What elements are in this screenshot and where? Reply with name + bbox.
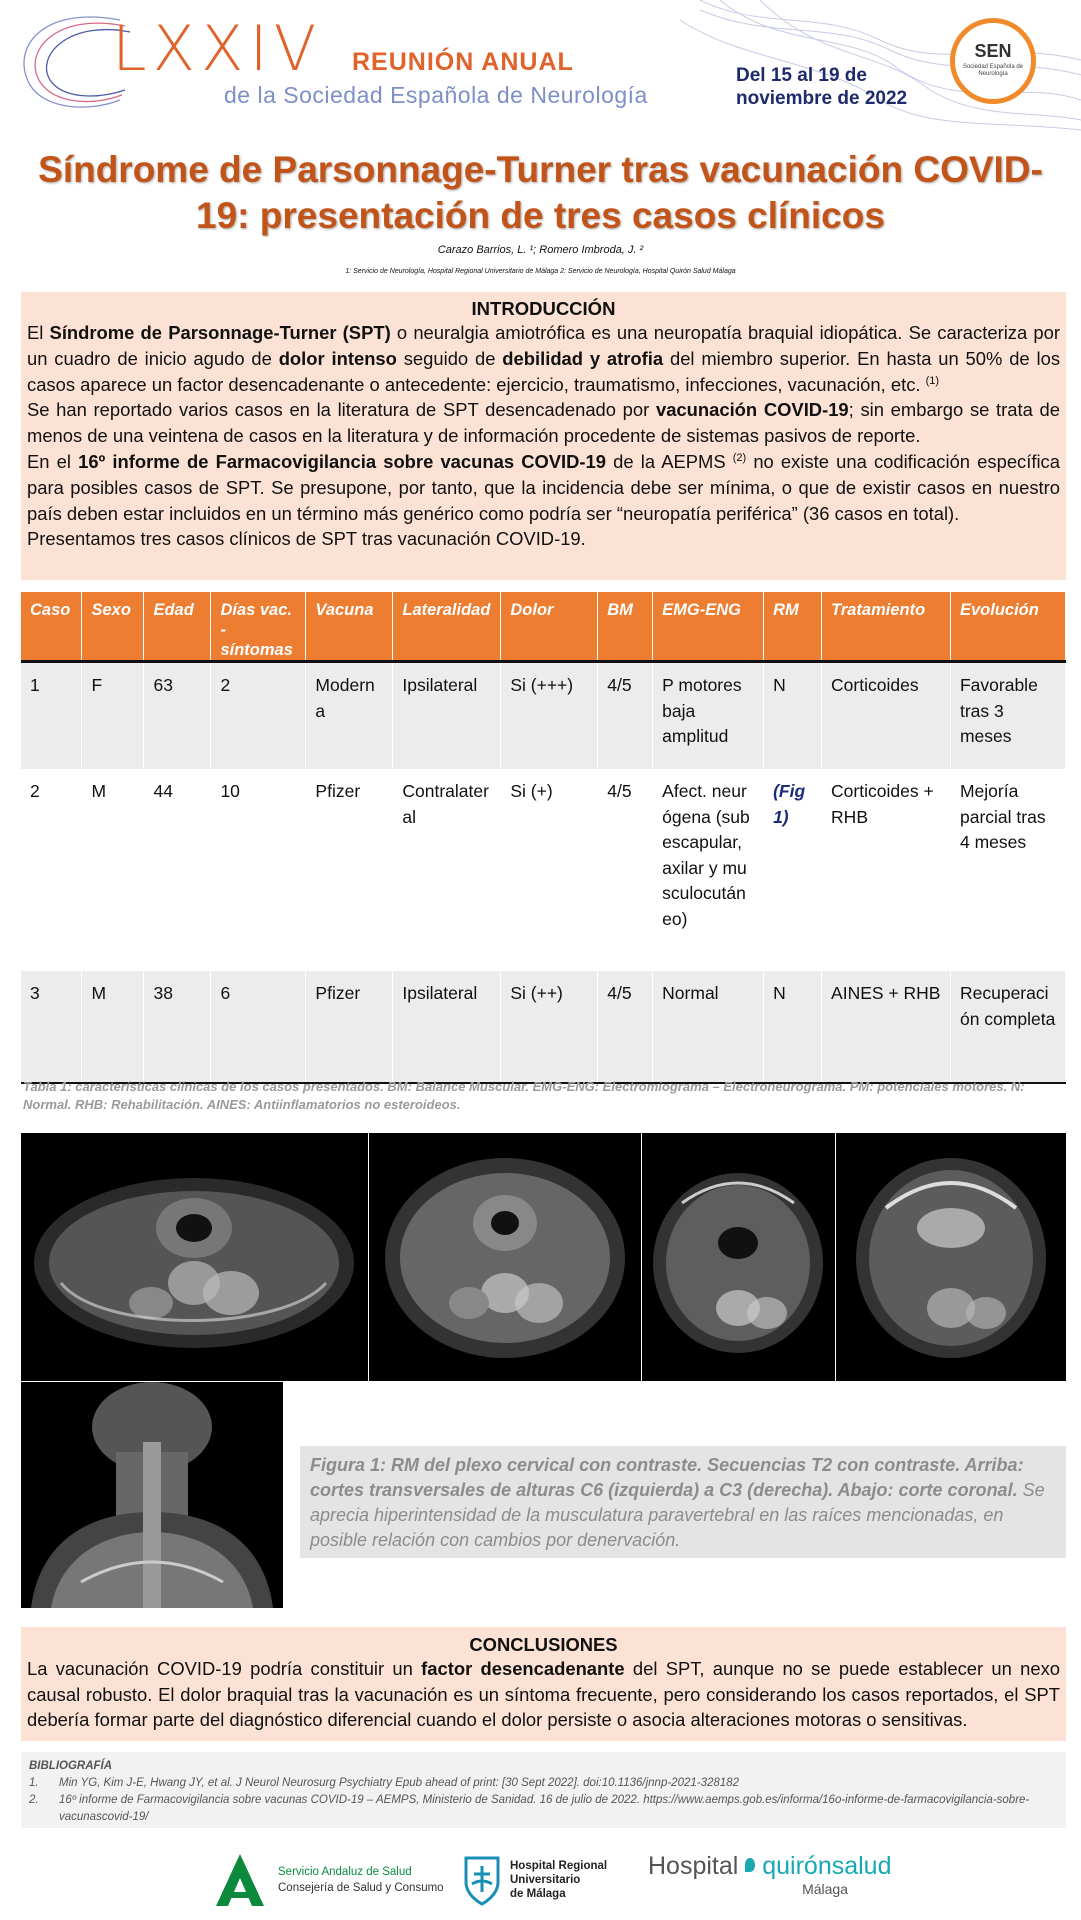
meeting-numeral: LXXIV	[112, 12, 323, 85]
bold-term: vacunación COVID-19	[655, 399, 849, 421]
sen-logo	[950, 18, 1036, 104]
table-cell: AINES + RHB	[822, 971, 951, 1083]
dates-line-2: noviembre de 2022	[736, 88, 908, 109]
column-header: Días vac. -síntomas	[211, 592, 306, 662]
table-row	[21, 971, 1066, 1083]
conclusions-panel	[21, 1627, 1066, 1741]
figure-caption-text: Se aprecia hiperintensidad de la musculatura paravertebral en las raíces mencionadas, en posible relación con cambios por denervación.	[310, 1480, 1045, 1550]
table-cell: 4/5	[598, 662, 653, 770]
table-cell: Normal	[653, 971, 764, 1083]
table-cell: Ipsilateral	[393, 662, 501, 770]
qs-hospital: Hospital	[648, 1852, 739, 1880]
table-cell: M	[82, 971, 144, 1083]
mri-axial-c3-image	[836, 1133, 1066, 1381]
text: ; sin embargo se trata de menos de una veintena de casos en la literatura y de información procedente de sistemas pasivos de reporte.	[27, 399, 1060, 447]
dates-line-1: Del 15 al 19 de	[736, 65, 867, 86]
sen-logo-subtitle: Sociedad Española de Neurología	[962, 64, 1024, 77]
qs-brand: quirónsalud	[762, 1852, 892, 1880]
bold-term: Síndrome de Parsonnage-Turner (SPT)	[49, 322, 391, 343]
table-cell: Si (+++)	[501, 662, 598, 770]
meeting-dates	[736, 64, 907, 110]
bibliography-item	[29, 1775, 1058, 1792]
bibliography-number: 2.	[29, 1794, 39, 1806]
quironsalud-logo	[648, 1852, 908, 1897]
poster-title	[20, 147, 1061, 239]
bold-term: factor desencadenante	[421, 1658, 625, 1679]
figure-reference-link[interactable]: (Fig 1)	[764, 769, 822, 971]
column-header: Sexo	[82, 592, 144, 662]
society-name: de la Sociedad Española de Neurología	[224, 82, 648, 108]
bibliography-text: 16º informe de Farmacovigilancia sobre vacunas COVID-19 – AEMPS, Ministerio de Sanidad. 16 de julio de 2022. https://www.aemps.gob.es/informa/16o-informe-de-farmacovigilancia-sobre-vacunascovid-19/	[59, 1794, 1030, 1823]
table-cell: Afect. neurógena (subescapular, axilar y musculocutáneo)	[653, 769, 764, 971]
conclusions-text	[27, 1656, 1060, 1733]
title-line-1: Síndrome de Parsonnage-Turner tras vacunación COVID-	[38, 149, 1043, 190]
table-cell: 2	[211, 662, 306, 770]
intro-paragraph-4: Presentamos tres casos clínicos de SPT tras vacunación COVID-19.	[27, 528, 586, 550]
table-cell: 4/5	[598, 971, 653, 1083]
introduction-heading: INTRODUCCIÓN	[471, 298, 616, 319]
sas-logo	[212, 1852, 444, 1908]
table-cell: M	[82, 769, 144, 971]
bibliography-panel	[21, 1752, 1066, 1828]
bold-term: dolor intenso	[278, 347, 397, 369]
sas-emblem-icon	[212, 1852, 268, 1908]
introduction-panel	[21, 292, 1066, 580]
table-cell: N	[764, 971, 822, 1083]
intro-paragraph-1	[27, 320, 1060, 397]
column-header: EMG-ENG	[653, 592, 764, 662]
table-cell: Pfizer	[306, 971, 393, 1083]
hru-line-1: Hospital Regional	[510, 1860, 608, 1872]
bibliography-heading: BIBLIOGRAFÍA	[29, 1760, 113, 1772]
table-cell: Mejoría parcial tras 4 meses	[950, 769, 1065, 971]
intro-paragraph-2	[27, 397, 1060, 449]
column-header: Lateralidad	[393, 592, 501, 662]
table-row	[21, 769, 1066, 971]
bibliography-number: 1.	[29, 1777, 39, 1789]
column-header: Edad	[144, 592, 211, 662]
hru-shield-icon	[462, 1852, 502, 1908]
table-header-row	[21, 592, 1066, 662]
title-line-2: 19: presentación de tres casos clínicos	[196, 195, 885, 236]
meeting-label: REUNIÓN ANUAL	[352, 48, 574, 76]
bold-term: debilidad y atrofia	[502, 347, 664, 369]
table-cell: Corticoides + RHB	[822, 769, 951, 971]
qs-city: Málaga	[802, 1881, 848, 1897]
table-cell: 38	[144, 971, 211, 1083]
text: seguido de	[396, 347, 503, 369]
column-header: Dolor	[501, 592, 598, 662]
table-cell: N	[764, 662, 822, 770]
hru-logo	[462, 1852, 607, 1908]
text: La vacunación COVID-19 podría constituir un	[27, 1658, 422, 1679]
table-cell: 44	[144, 769, 211, 971]
column-header: Caso	[21, 592, 82, 662]
table-cell: 3	[21, 971, 82, 1083]
table-cell: 2	[21, 769, 82, 971]
sen-logo-name: SEN	[974, 41, 1012, 61]
column-header: Vacuna	[306, 592, 393, 662]
reference-marker: (2)	[732, 451, 747, 464]
text: Se han reportado varios casos en la literatura de SPT desencadenado por	[27, 399, 656, 421]
table-caption: Tabla 1: características clínicas de los casos presentados. BM: Balance Muscular. EMG-ENG: Electromiograma – Electroneurograma. PM: potenciales motores. N: Normal. RHB: Rehabilitación. AINES: Antiinflamatorios no esteroideos.	[23, 1079, 1025, 1112]
column-header: Tratamiento	[822, 592, 951, 662]
qs-drop-icon	[745, 1858, 755, 1872]
sas-department: Consejería de Salud y Consumo	[278, 1882, 444, 1894]
figure-caption-title: Figura 1: RM del plexo cervical con contraste. Secuencias T2 con contraste. Arriba: cortes transversales de alturas C6 (izquierda) a C3 (derecha). Abajo: corte coronal.	[310, 1455, 1024, 1500]
bibliography-item	[29, 1792, 1058, 1826]
hru-line-3: de Málaga	[510, 1888, 566, 1900]
figure-caption	[300, 1446, 1066, 1558]
table-cell: 4/5	[598, 769, 653, 971]
table-cell: Favorable tras 3 meses	[950, 662, 1065, 770]
hru-line-2: Universitario	[510, 1874, 581, 1886]
table-cell: 63	[144, 662, 211, 770]
table-cell: 10	[211, 769, 306, 971]
table-cell: F	[82, 662, 144, 770]
table-cell: Corticoides	[822, 662, 951, 770]
table-cell: 1	[21, 662, 82, 770]
text: del SPT, aunque no se puede establecer un nexo causal robusto. El dolor braquial tras la vacunación es un síntoma frecuente, pero considerando los casos reportados, el SPT debería formar parte del diagnóstico diferencial cuando el dolor persiste o asocia alteraciones motoras o sensitivas.	[27, 1658, 1061, 1730]
text: En el	[27, 450, 79, 472]
table-cell: 6	[211, 971, 306, 1083]
table-cell: Pfizer	[306, 769, 393, 971]
column-header: BM	[598, 592, 653, 662]
intro-paragraph-3	[27, 449, 1060, 526]
table-cell: Recuperación completa	[950, 971, 1065, 1083]
sas-name: Servicio Andaluz de Salud	[278, 1866, 412, 1878]
conclusions-heading: CONCLUSIONES	[469, 1634, 618, 1655]
column-header: RM	[764, 592, 822, 662]
bold-term: 16º informe de Farmacovigilancia sobre vacunas COVID-19	[78, 450, 607, 472]
reference-marker: (1)	[925, 374, 940, 387]
text: del miembro superior. En hasta un 50% de los casos aparece un factor desencadenante o antecedente: ejercicio, traumatismo, infecciones, vacunación, etc.	[27, 347, 1061, 395]
bibliography-text: Min YG, Kim J-E, Hwang JY, et al. J Neurol Neurosurg Psychiatry Epub ahead of print: [30 Sept 2022]. doi:10.1136/jnnp-2021-328182	[59, 1777, 739, 1789]
mri-axial-c5-image	[369, 1133, 641, 1381]
table-cell: Si (+)	[501, 769, 598, 971]
mri-axial-c6-image	[21, 1133, 368, 1381]
poster-header	[0, 0, 1081, 132]
table-row	[21, 662, 1066, 770]
table-cell: Moderna	[306, 662, 393, 770]
text: o neuralgia amiotrófica es una neuropatía braquial idiopática. Se caracteriza por un cuadro de inicio agudo de	[27, 322, 1060, 369]
mri-coronal-image	[21, 1382, 283, 1608]
mri-axial-c4-image	[642, 1133, 835, 1381]
table-cell: Contralateral	[393, 769, 501, 971]
text: El	[27, 322, 50, 343]
text: de la AEPMS	[606, 450, 733, 472]
column-header: Evolución	[950, 592, 1065, 662]
authors: Carazo Barrios, L. ¹; Romero Imbroda, J. ²	[437, 244, 644, 256]
text: no existe una codificación específica para posibles casos de SPT. Se presupone, por tanto, que la incidencia debe ser mínima, o que de existir casos en nuestro país deben estar incluidos en un término más genérico como podría ser “neuropatía periférica” (36 casos en total).	[27, 450, 1060, 524]
clinical-cases-table	[21, 592, 1066, 1084]
table-cell: P motores baja amplitud	[653, 662, 764, 770]
table-cell: Si (++)	[501, 971, 598, 1083]
table-cell: Ipsilateral	[393, 971, 501, 1083]
affiliations: 1: Servicio de Neurología, Hospital Regional Universitario de Málaga 2: Servicio de Neurología, Hospital Quirón Salud Málaga	[345, 268, 736, 275]
